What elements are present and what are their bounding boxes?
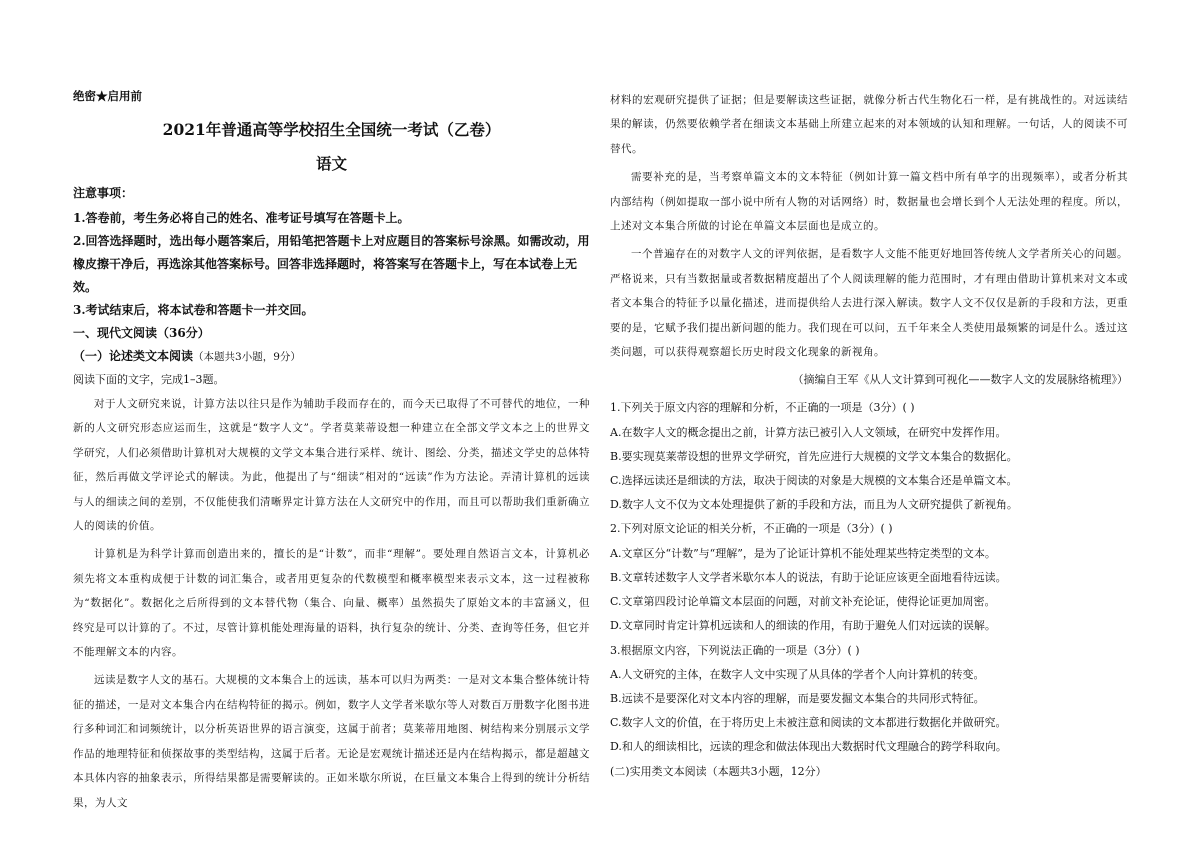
question-option: B.远读不是要深化对文本内容的理解，而是要发掘文本集合的共同形式特征。 <box>610 691 985 705</box>
note-item: 3.考试结束后，将本试卷和答题卡一并交回。 <box>73 303 314 317</box>
question-option: A.在数字人文的概念提出之前，计算方法已被引入人文领域，在研究中发挥作用。 <box>610 425 1007 439</box>
passage-paragraph: 计算机是为科学计算而创造出来的，擅长的是“计数”，而非“理解”。要处理自然语言文本，计算机必须先将文本重构成便于计数的词汇集合，或者用更复杂的代数模型和概率模型来表示文本，这一过程被称为“数据化”。数据化之后所得到的文本替代物（集合、向量、概率）虽然损失了原始文本的丰富涵义，但终究是可以计算的了。不过，尽管计算机能处理海量的语料，执行复杂的统计、分类、查询等任务，但它并不能理解文本的内容。 <box>73 548 590 659</box>
question-option: D.数字人文不仅为文本处理提供了新的手段和方法，而且为人文研究提供了新视角。 <box>610 498 1018 512</box>
note-item: 2.回答选择题时，选出每小题答案后，用铅笔把答题卡上对应题目的答案标号涂黑。如需改动，用橡皮擦干净后，再选涂其他答案标号。回答非选择题时，将答案写在答题卡上，写在本试卷上无效。 <box>73 234 590 294</box>
subsection-note: （本题共3小题，9分） <box>193 351 301 363</box>
passage-paragraph: 需要补充的是，当考察单篇文本的文本特征（例如计算一篇文档中所有单字的出现频率），或者分析其内部结构（例如提取一部小说中所有人物的对话网络）时，数据量也会增长到个人无法处理的程度。所以，上述对文本集合所做的讨论在单篇文本层面也是成立的。 <box>610 171 1128 233</box>
question-option: C.选择远读还是细读的方法，取决于阅读的对象是大规模的文本集合还是单篇文本。 <box>610 474 1018 488</box>
question-option: C.数字人文的价值，在于将历史上未被注意和阅读的文本都进行数据化并做研究。 <box>610 716 1007 730</box>
question-stem: 2.下列对原文论证的相关分析，不正确的一项是（3分）( ) <box>610 522 893 536</box>
secret-label: 绝密★启用前 <box>73 89 142 103</box>
left-column <box>73 88 590 819</box>
question-option: B.文章转述数字人文学者米歇尔本人的说法，有助于论证应该更全面地看待远读。 <box>610 570 1007 584</box>
passage-paragraph: 一个普遍存在的对数字人文的评判依据，是看数字人文能不能更好地回答传统人文学者所关心的问题。严格说来，只有当数据量或者数据精度超出了个人阅读理解的能力范围时，才有理由借助计算机来对文本或者文本集合的特征予以量化描述，进而提供给人去进行深入解读。数字人文不仅仅是新的手段和方法，更重要的是，它赋予我们提出新问题的能力。我们现在可以问，五千年来全人类使用最频繁的词是什么。透过这类问题，可以获得观察超长历史时段文化现象的新视角。 <box>610 248 1128 359</box>
question-stem: 1.下列关于原文内容的理解和分析，不正确的一项是（3分）( ) <box>610 401 915 415</box>
subsection-title: （一）论述类文本阅读 <box>73 349 194 363</box>
question-option: D.和人的细读相比，远读的理念和做法体现出大数据时代文理融合的跨学科取向。 <box>610 740 1007 754</box>
section-heading: 一、现代文阅读（36分） <box>73 326 210 340</box>
notes-heading: 注意事项： <box>73 186 134 200</box>
right-column <box>610 88 1128 784</box>
question-option: A.文章区分“计数”与“理解”，是为了论证计算机不能处理某些特定类型的文本。 <box>610 546 996 560</box>
question-stem: 3.根据原文内容，下列说法正确的一项是（3分）( ) <box>610 643 860 657</box>
subject-title: 语文 <box>315 154 347 173</box>
passage-paragraph-continued: 材料的宏观研究提供了证据；但是要解读这些证据，就像分析古代生物化石一样，是有挑战性的。对远读结果的解读，仍然要依赖学者在细读文本基础上所建立起来的对本领域的认知和理解。一句话，人的阅读不可替代。 <box>610 94 1128 155</box>
section-heading: (二)实用类文本阅读（本题共3小题，12分） <box>610 764 827 778</box>
question-option: B.要实现莫莱蒂设想的世界文学研究，首先应进行大规模的文学文本集合的数据化。 <box>610 449 1018 463</box>
question-option: C.文章第四段讨论单篇文本层面的问题，对前文补充论证，使得论证更加周密。 <box>610 595 996 609</box>
passage-paragraph: 远读是数字人文的基石。大规模的文本集合上的远读，基本可以归为两类：一是对文本集合整体统计特征的描述，一是对文本集合内在结构特征的揭示。例如，数字人文学者米歇尔等人对数百万册数字化图书进行多种词汇和词频统计，以分析英语世界的语言演变，这属于前者；莫莱蒂用地图、树结构来分别展示文学作品的地理特征和侦探故事的类型结构，这属于后者。无论是宏观统计描述还是内在结构揭示，都是超越文本具体内容的抽象表示，所得结果都是需要解读的。正如米歇尔所说，在巨量文本集合上得到的统计分析结果，为人文 <box>73 674 590 809</box>
question-option: A.人文研究的主体，在数字人文中实现了从具体的学者个人向计算机的转变。 <box>610 667 985 681</box>
exam-title: 2021年普通高等学校招生全国统一考试（乙卷） <box>162 120 501 139</box>
passage-paragraph: 对于人文研究来说，计算方法以往只是作为辅助手段而存在的，而今天已取得了不可替代的地位，一种新的人文研究形态应运而生，这就是“数字人文”。学者莫莱蒂设想一种建立在全部文学文本之上的世界文学研究，人们必须借助计算机对大规模的文学文本集合进行采样、统计、图绘、分类，描述文学史的总体特征，然后再做文学评论式的解读。为此，他提出了与“细读”相对的“远读”作为方法论。弄清计算机的远读与人的细读之间的差别，不仅能使我们清晰界定计算方法在人文研究中的作用，而且可以帮助我们重新确立人的阅读的价值。 <box>73 398 590 533</box>
passage-source: （摘编自王军《从人文计算到可视化——数字人文的发展脉络梳理》） <box>792 373 1128 387</box>
subsection-heading <box>73 345 590 369</box>
note-item: 1.答卷前，考生务必将自己的姓名、准考证号填写在答题卡上。 <box>73 211 410 225</box>
reading-instruction: 阅读下面的文字，完成1–3题。 <box>73 373 225 386</box>
question-option: D.文章同时肯定计算机远读和人的细读的作用，有助于避免人们对远读的误解。 <box>610 619 996 633</box>
